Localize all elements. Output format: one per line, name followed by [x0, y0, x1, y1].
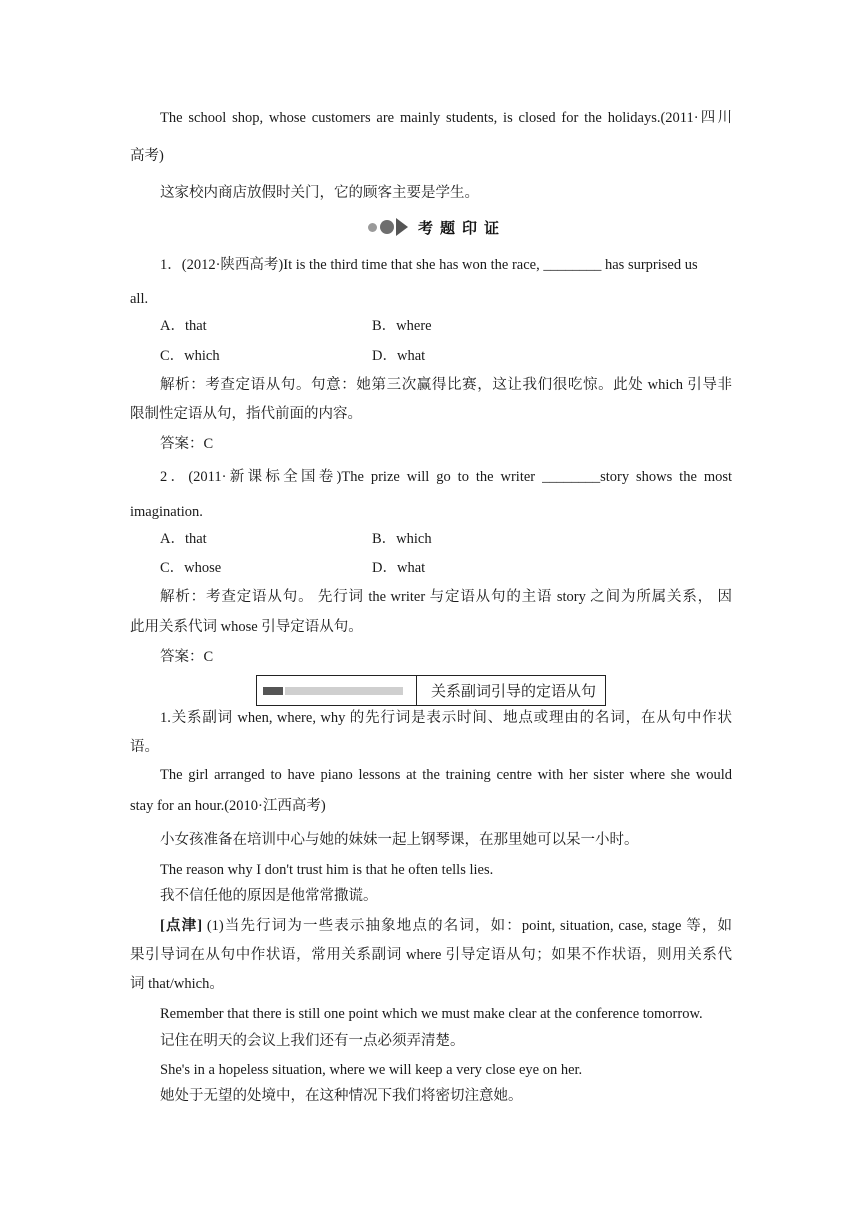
example-sentence-en: Remember that there is still one point which we must make clear at the conference tomorrow. [160, 1006, 703, 1022]
tip-note: [点津] (1)当先行词为一些表示抽象地点的名词，如：point, situation, case, stage 等，如 [160, 918, 733, 934]
question-1-analysis-cont: 限制性定语从句，指代前面的内容。 [130, 406, 362, 422]
question-2-option-b: B．which [372, 531, 432, 547]
example-sentence-en-cont: stay for an hour.(2010·江西高考) [130, 798, 326, 814]
section-tag-mark [263, 687, 283, 695]
question-2-answer: 答案：C [160, 649, 214, 665]
section-tag [257, 676, 417, 705]
tip-note-cont: 词 that/which。 [130, 976, 224, 992]
question-2-stem-cont: imagination. [130, 504, 203, 520]
example-sentence-en: She's in a hopeless situation, where we will keep a very close eye on her. [160, 1062, 583, 1078]
question-1-option-c: C．which [160, 348, 220, 364]
question-1-option-d: D．what [372, 348, 426, 364]
question-1-option-b: B．where [372, 318, 432, 334]
exam-practice-banner [368, 214, 506, 240]
example-translation-zh: 我不信任他的原因是他常常撒谎。 [160, 888, 378, 904]
example-sentence-en: The reason why I don't trust him is that he often tells lies. [160, 862, 494, 878]
example-sentence-en: The girl arranged to have piano lessons at the training centre with her sister where she would [160, 767, 732, 783]
question-1-stem-cont: all. [130, 291, 149, 307]
tip-label: [点津] [160, 918, 203, 934]
banner-arrow-icon [396, 218, 408, 236]
question-1-option-a: A．that [160, 318, 207, 334]
banner-dot-icon [380, 220, 394, 234]
answer-blank: ________ [542, 469, 601, 485]
answer-blank: ________ [543, 257, 602, 273]
example-translation-zh: 她处于无望的处境中，在这种情况下我们将密切注意她。 [160, 1088, 523, 1104]
question-2-stem: 2．(2011·新课标全国卷)The prize will go to the writer ________story shows the most [160, 469, 733, 485]
section-header-box [256, 675, 606, 706]
section-title: 关系副词引导的定语从句 [431, 684, 597, 700]
question-2-analysis-cont: 此用关系代词 whose 引导定语从句。 [130, 619, 363, 635]
example-translation-zh: 小女孩准备在培训中心与她的妹妹一起上钢琴课，在那里她可以呆一小时。 [160, 832, 639, 848]
question-1-stem: 1．(2012·陕西高考)It is the third time that she has won the race, ________ has surprised us [160, 257, 698, 273]
example-translation-zh: 记住在明天的会议上我们还有一点必须弄清楚。 [160, 1033, 465, 1049]
tip-note-cont: 果引导词在从句中作状语，常用关系副词 where 引导定语从句；如果不作状语，则用关系代 [130, 947, 732, 963]
example-sentence-en-cont: 高考) [130, 148, 164, 164]
question-1-answer: 答案：C [160, 436, 214, 452]
question-2-option-c: C．whose [160, 560, 222, 576]
question-2-analysis: 解析：考查定语从句。 先行词 the writer 与定语从句的主语 story 之间为所属关系， 因 [160, 589, 732, 605]
section-tag-bar [285, 687, 403, 695]
question-2-option-d: D．what [372, 560, 426, 576]
example-sentence-en: The school shop, whose customers are mainly students, is closed for the holidays.(2011·四川 [160, 110, 732, 126]
rule-1-text-cont: 语。 [130, 739, 159, 755]
banner-dot-icon [368, 223, 377, 232]
question-1-analysis: 解析：考查定语从句。句意：她第三次赢得比赛，这让我们很吃惊。此处 which 引导非 [160, 377, 732, 393]
question-2-option-a: A．that [160, 531, 207, 547]
banner-label: 考题印证 [418, 218, 507, 237]
rule-1-text: 1.关系副词 when, where, why 的先行词是表示时间、地点或理由的名词，在从句中作状 [160, 710, 732, 726]
example-translation-zh: 这家校内商店放假时关门，它的顾客主要是学生。 [160, 185, 479, 201]
